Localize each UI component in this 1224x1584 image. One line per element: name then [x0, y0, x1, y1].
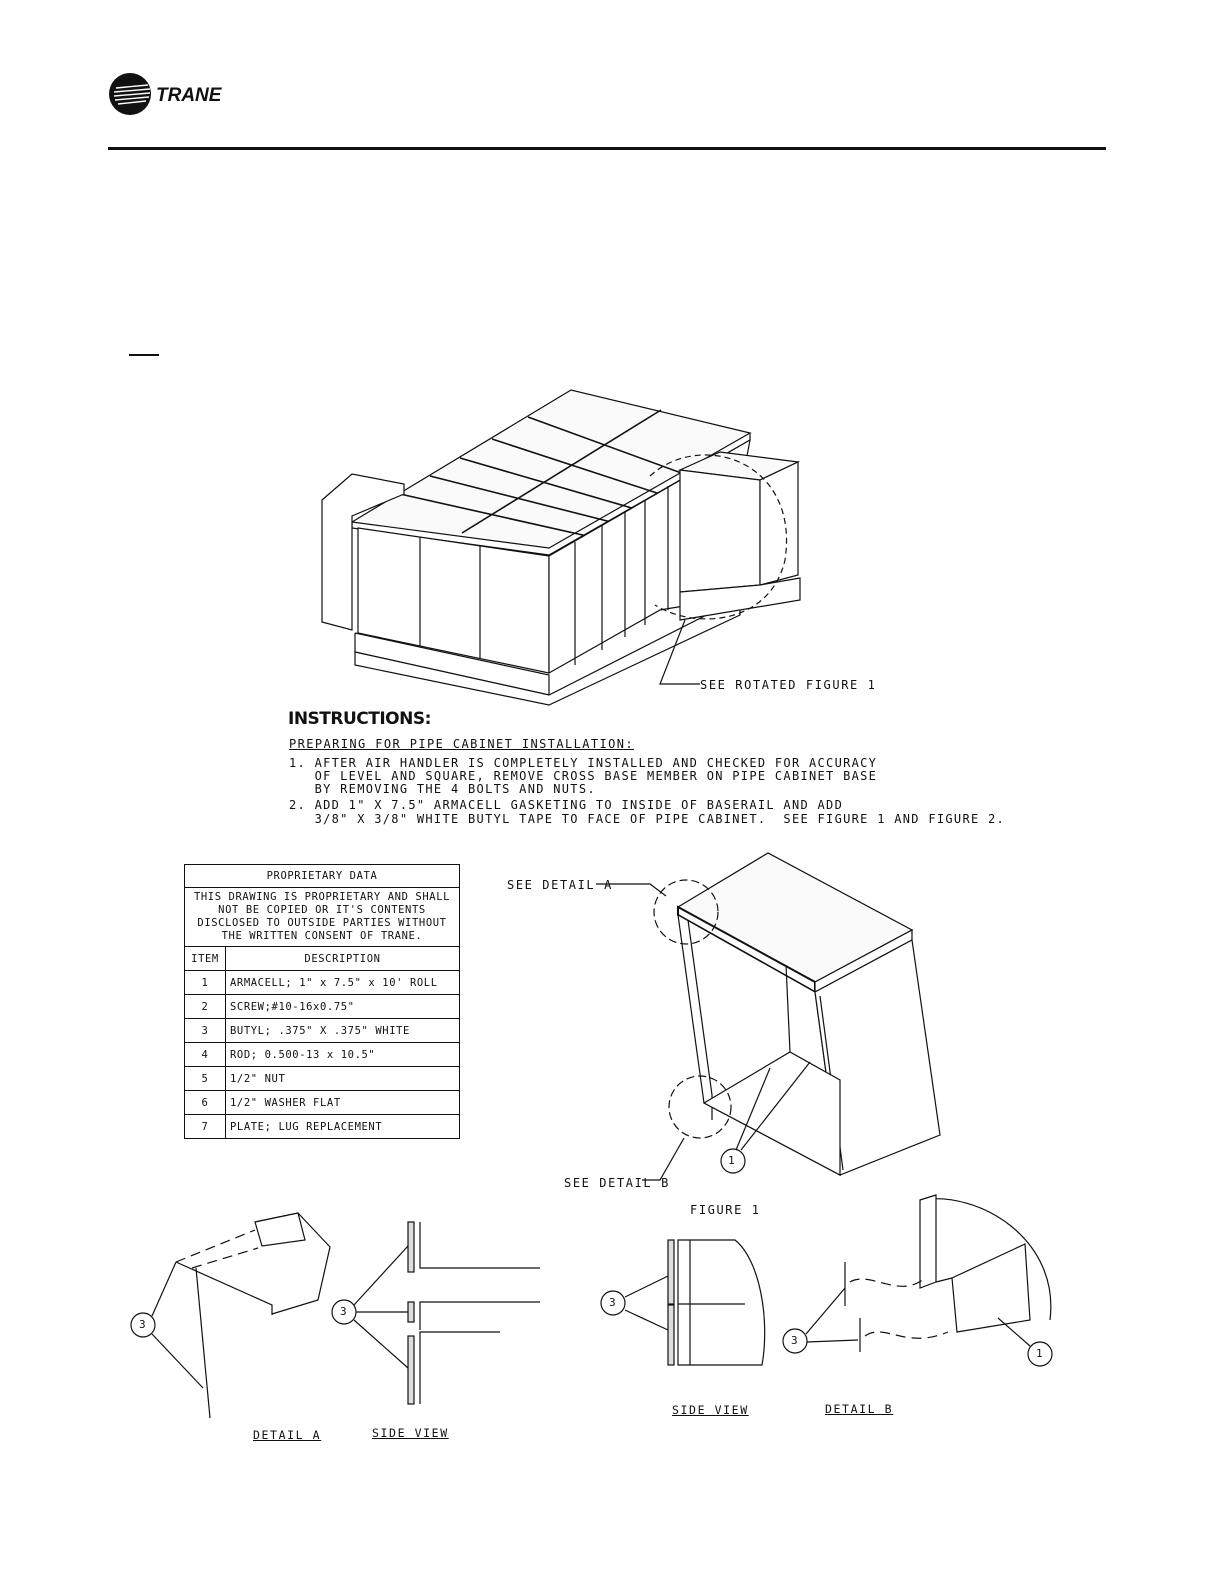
air-handler-illustration: [322, 390, 800, 705]
item-number: 1: [185, 971, 226, 995]
item-number: 7: [185, 1115, 226, 1139]
item-description: BUTYL; .375" X .375" WHITE: [226, 1019, 460, 1043]
detail-a-balloon-label: 3: [139, 1318, 146, 1331]
instruction-line-1: 1. AFTER AIR HANDLER IS COMPLETELY INSTALLED AND CHECKED FOR ACCURACY: [289, 756, 878, 770]
side-view-left-illustration: [332, 1222, 540, 1404]
item-number: 4: [185, 1043, 226, 1067]
detail-a-callout: SEE DETAIL A: [507, 878, 613, 892]
column-header-description: DESCRIPTION: [226, 947, 460, 971]
side-view-right-balloon-label: 3: [609, 1296, 616, 1309]
item-number: 6: [185, 1091, 226, 1115]
item-description: SCREW;#10-16x0.75": [226, 995, 460, 1019]
instruction-line-2: OF LEVEL AND SQUARE, REMOVE CROSS BASE MEMBER ON PIPE CABINET BASE: [289, 769, 878, 783]
table-row: [185, 1115, 460, 1139]
item-description: 1/2" NUT: [226, 1067, 460, 1091]
table-row: [185, 1067, 460, 1091]
item-description: ROD; 0.500-13 x 10.5": [226, 1043, 460, 1067]
table-title: PROPRIETARY DATA: [185, 865, 460, 888]
detail-a-illustration: [131, 1213, 330, 1418]
side-view-right-illustration: [601, 1240, 765, 1365]
detail-a-caption: DETAIL A: [253, 1428, 322, 1442]
detail-b-callout: SEE DETAIL B: [564, 1176, 670, 1190]
table-row: [185, 971, 460, 995]
detail-b-caption: DETAIL B: [825, 1402, 894, 1416]
side-view-left-balloon-label: 3: [340, 1305, 347, 1318]
brand-wordmark: TRANE: [156, 85, 222, 106]
instruction-line-5: 3/8" X 3/8" WHITE BUTYL TAPE TO FACE OF PIPE CABINET. SEE FIGURE 1 AND FIGURE 2.: [289, 812, 1006, 826]
item-description: ARMACELL; 1" x 7.5" x 10' ROLL: [226, 971, 460, 995]
instructions-subheading: PREPARING FOR PIPE CABINET INSTALLATION:: [289, 737, 634, 751]
figure1-caption: FIGURE 1: [690, 1203, 761, 1217]
instruction-line-4: 2. ADD 1" X 7.5" ARMACELL GASKETING TO INSIDE OF BASERAIL AND ADD: [289, 798, 844, 812]
item-number: 5: [185, 1067, 226, 1091]
proprietary-notice: THIS DRAWING IS PROPRIETARY AND SHALL NOT BE COPIED OR IT'S CONTENTS DISCLOSED TO OUTSIDE PARTIES WITHOUT THE WRITTEN CONSENT OF TRANE.: [185, 888, 460, 947]
side-view-left-caption: SIDE VIEW: [372, 1426, 449, 1440]
detail-b-item1-balloon-label: 1: [1036, 1347, 1043, 1360]
table-row: [185, 995, 460, 1019]
item-description: 1/2" WASHER FLAT: [226, 1091, 460, 1115]
detail-b-illustration: [783, 1195, 1052, 1366]
proprietary-data-table: [184, 864, 460, 1139]
item-description: PLATE; LUG REPLACEMENT: [226, 1115, 460, 1139]
instruction-line-3: BY REMOVING THE 4 BOLTS AND NUTS.: [289, 782, 596, 796]
table-row: [185, 1091, 460, 1115]
table-row: [185, 1019, 460, 1043]
side-view-right-caption: SIDE VIEW: [672, 1403, 749, 1417]
item-number: 2: [185, 995, 226, 1019]
column-header-item: ITEM: [185, 947, 226, 971]
rotated-figure-callout: SEE ROTATED FIGURE 1: [700, 678, 877, 692]
item-number: 3: [185, 1019, 226, 1043]
detail-b-balloon-label: 3: [791, 1334, 798, 1347]
figure1-illustration: [596, 853, 940, 1180]
instructions-heading: INSTRUCTIONS:: [288, 709, 431, 729]
table-row: [185, 1043, 460, 1067]
figure1-balloon-label: 1: [728, 1154, 735, 1167]
